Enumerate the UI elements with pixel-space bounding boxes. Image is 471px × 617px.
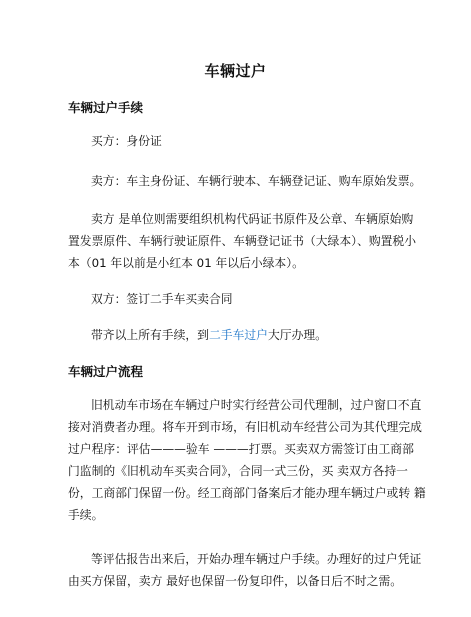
- seller-line: 卖方：车主身份证、车辆行驶本、车辆登记证、购车原始发票。: [91, 174, 422, 188]
- seller-org-line-3: 本（01 年以前是小红本 01 年以后小绿本）。: [68, 256, 304, 270]
- buyer-line: 买方：身份证: [91, 134, 162, 148]
- process-p1-line-2: 接对消费者办理。将车开到市场，有旧机动车经营公司为其代理完成: [68, 420, 422, 434]
- bring-documents-note: [68, 324, 403, 346]
- bring-suffix: 大厅办理。: [267, 328, 327, 342]
- seller-org-line-1: 卖方 是单位则需要组织机构代码证书原件及公章、车辆原始购: [91, 212, 414, 226]
- process-p1-line-3: 过户程序：评估———验车 ———打票。买卖双方需签订由工商部: [68, 442, 414, 456]
- process-p1-line-6: 手续。: [68, 508, 104, 522]
- process-paragraph-2: [68, 548, 422, 592]
- bring-prefix: 带齐以上所有手续，到: [91, 328, 209, 342]
- process-p1-line-5: 份，工商部门保留一份。经工商部门备案后才能办理车辆过户或转 籍: [68, 486, 426, 500]
- section-heading-procedures: 车辆过户手续: [68, 100, 144, 115]
- buyer-requirements: [68, 130, 403, 152]
- process-p1-line-4: 门监制的《旧机动车买卖合同》，合同一式三份，买 卖双方各持一: [68, 464, 408, 478]
- process-p2-line-1: 等评估报告出来后，开始办理车辆过户手续。办理好的过户凭证: [91, 552, 422, 566]
- used-car-transfer-link[interactable]: 二手车过户: [208, 328, 268, 342]
- seller-org-line-2: 置发票原件、车辆行驶证原件、车辆登记证书（大绿本）、购置税小: [68, 234, 417, 248]
- process-p2-line-2: 由买方保留，卖方 最好也保留一份复印件，以备日后不时之需。: [68, 574, 403, 588]
- page-title: 车辆过户: [204, 62, 267, 80]
- seller-org-requirements: [68, 208, 417, 274]
- both-parties-line: 双方：签订二手车买卖合同: [91, 292, 233, 306]
- both-parties-requirements: [68, 288, 403, 310]
- bring-documents-line: [68, 324, 403, 346]
- process-p1-line-1: 旧机动车市场在车辆过户时实行经营公司代理制，过户窗口不直: [91, 398, 422, 412]
- process-paragraph-1: [68, 394, 426, 526]
- section-heading-process: 车辆过户流程: [68, 364, 144, 379]
- seller-requirements: [68, 170, 422, 192]
